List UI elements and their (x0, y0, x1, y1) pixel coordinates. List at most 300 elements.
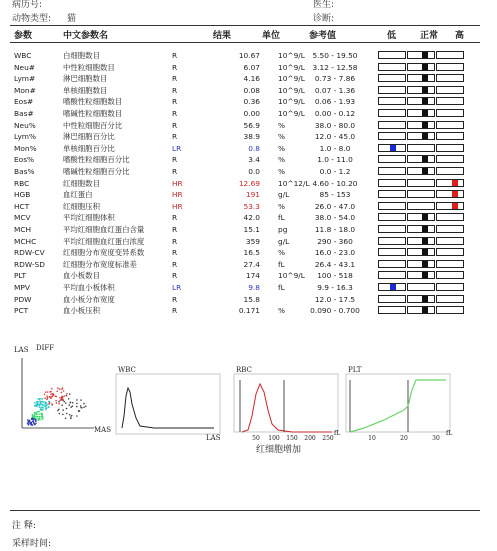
range-gauge (378, 179, 464, 187)
reference-range: 85 - 153 (319, 190, 351, 200)
param-name: 血小板压积 (63, 306, 100, 316)
flag: R (172, 62, 178, 72)
unit: fL (278, 259, 285, 269)
scatter-point (39, 404, 41, 406)
range-gauge (378, 86, 464, 94)
range-gauge (378, 213, 464, 221)
scatter-point (32, 421, 34, 423)
range-gauge (378, 306, 464, 314)
gauge-low-box (378, 155, 406, 163)
table-row (0, 143, 497, 154)
gauge-normal-box (407, 74, 435, 82)
gauge-low-box (378, 260, 406, 268)
gauge-high-box (436, 283, 464, 291)
flag: R (172, 97, 178, 107)
scatter-point (61, 392, 63, 394)
scatter-point (34, 402, 36, 404)
scatter-point (28, 424, 30, 426)
gauge-normal-box (407, 237, 435, 245)
table-row (0, 50, 497, 61)
flag: R (172, 109, 178, 118)
gauge-high-box (436, 306, 464, 314)
param-code: WBC (14, 51, 32, 60)
scatter-point (59, 397, 61, 399)
scatter-point (58, 401, 60, 403)
plt-x-unit: fL (446, 430, 453, 437)
gauge-low-box (378, 121, 406, 129)
gauge-marker (422, 87, 428, 93)
scatter-point (41, 398, 43, 400)
gauge-marker (422, 75, 428, 81)
param-name: 血小板分布宽度 (63, 294, 115, 304)
result-value: 15.1 (243, 225, 260, 234)
range-gauge (378, 155, 464, 163)
scatter-point (44, 397, 46, 399)
result-value: 16.5 (243, 248, 260, 258)
table-row (0, 294, 497, 305)
reference-range: 1.0 - 11.0 (317, 155, 353, 165)
gauge-high-box (436, 51, 464, 59)
param-code: Eos% (14, 155, 35, 165)
tick-label: 100 (268, 435, 280, 442)
result-value: 3.4 (248, 155, 260, 165)
unit: g/L (278, 236, 290, 246)
range-gauge (378, 237, 464, 245)
scatter-point (33, 418, 35, 420)
table-row (0, 236, 497, 247)
gauge-normal-box (407, 86, 435, 94)
table-row (0, 212, 497, 223)
param-name: 红细胞数目 (63, 178, 100, 188)
reference-range: 5.50 - 19.50 (312, 51, 358, 60)
gauge-marker (422, 261, 428, 267)
reference-range: 0.0 - 1.2 (319, 167, 351, 176)
scatter-point (83, 403, 85, 405)
scatter-point (40, 402, 42, 404)
gauge-high-box (436, 86, 464, 94)
unit: 10^9/L (278, 74, 305, 84)
result-value: 9.8 (248, 283, 260, 292)
gauge-low-box (378, 74, 406, 82)
reference-range: 100 - 518 (317, 271, 353, 281)
result-value: 15.8 (243, 294, 260, 304)
param-code: Eos# (14, 97, 34, 107)
scatter-point (45, 391, 47, 393)
param-name: 白细胞数目 (63, 51, 100, 60)
gauge-low-box (378, 202, 406, 210)
scatter-point (76, 399, 78, 401)
scatter-point (85, 406, 87, 408)
param-name: 平均红细胞血红蛋白含量 (63, 225, 145, 234)
flag: R (172, 51, 178, 60)
gauge-marker (452, 191, 458, 197)
gauge-low-box (378, 51, 406, 59)
gauge-low-box (378, 63, 406, 71)
param-name: 平均红细胞血红蛋白浓度 (63, 236, 145, 246)
tick-label: 150 (286, 435, 298, 442)
table-row (0, 247, 497, 258)
scatter-point (66, 395, 68, 397)
gauge-high-box (436, 179, 464, 187)
param-name: 红细胞压积 (63, 201, 100, 211)
range-gauge (378, 63, 464, 71)
gauge-high-box (436, 213, 464, 221)
scatter-point (46, 407, 48, 409)
reference-range: 12.0 - 17.5 (314, 294, 356, 304)
reference-range: 16.0 - 23.0 (314, 248, 356, 258)
unit: fL (278, 283, 285, 292)
reference-range: 12.0 - 45.0 (314, 132, 356, 142)
scatter-x-label: MAS (94, 426, 112, 434)
scatter-point (63, 390, 65, 392)
param-name: 血小板数目 (63, 271, 100, 281)
gauge-high-box (436, 167, 464, 175)
reference-range: 9.9 - 16.3 (317, 283, 353, 292)
scatter-point (66, 393, 68, 395)
scatter-point (66, 413, 68, 415)
scatter-point (38, 413, 40, 415)
table-row (0, 189, 497, 200)
table-row (0, 270, 497, 281)
gauge-low-box (378, 225, 406, 233)
gauge-high-box (436, 237, 464, 245)
scatter-point (63, 399, 65, 401)
scatter-point (62, 409, 64, 411)
flag: R (172, 259, 178, 269)
col-low: 低 (387, 31, 397, 41)
scatter-point (56, 402, 58, 404)
scatter-point (40, 409, 42, 411)
unit: % (278, 167, 286, 176)
range-gauge (378, 74, 464, 82)
scatter-point (34, 412, 36, 414)
table-row (0, 120, 497, 131)
gauge-marker (390, 284, 396, 290)
gauge-low-box (378, 167, 406, 175)
range-gauge (378, 144, 464, 152)
range-gauge (378, 283, 464, 291)
param-code: Lym# (14, 74, 36, 84)
scatter-point (30, 423, 32, 425)
result-value: 0.00 (243, 109, 260, 118)
gauge-normal-box (407, 97, 435, 105)
scatter-point (45, 401, 47, 403)
unit: pg (278, 225, 288, 234)
plt-title: PLT (348, 366, 362, 374)
param-code: HCT (14, 201, 30, 211)
flag: R (172, 213, 178, 223)
gauge-high-box (436, 225, 464, 233)
gauge-marker (422, 122, 428, 128)
flag: R (172, 236, 178, 246)
diff-scatter-chart (14, 346, 100, 436)
wbc-histogram-chart (114, 366, 224, 442)
result-value: 191 (245, 190, 260, 200)
scatter-point (80, 399, 82, 401)
flag: HR (172, 178, 183, 188)
param-name: 嗜碱性粒细胞百分比 (63, 167, 130, 176)
scatter-point (39, 419, 41, 421)
scatter-y-label: LAS (14, 346, 29, 354)
diagnosis-label: 诊断: (313, 14, 335, 24)
wbc-x-label: LAS (206, 434, 221, 442)
param-name: 平均血小板体积 (63, 283, 115, 292)
gauge-normal-box (407, 202, 435, 210)
scatter-point (34, 415, 36, 417)
scatter-point (61, 388, 63, 390)
gauge-marker (422, 226, 428, 232)
scatter-point (37, 411, 39, 413)
footer-rule (10, 510, 480, 511)
gauge-normal-box (407, 109, 435, 117)
tick-label: 250 (322, 435, 334, 442)
scatter-point (39, 398, 41, 400)
param-code: Bas# (14, 109, 34, 118)
scatter-point (32, 414, 34, 416)
flag: HR (172, 201, 183, 211)
scatter-point (72, 405, 74, 407)
flag: R (172, 306, 178, 316)
param-name: 嗜酸性粒细胞百分比 (63, 155, 130, 165)
table-row (0, 85, 497, 96)
reference-range: 0.73 - 7.86 (314, 74, 356, 84)
result-value: 38.9 (243, 132, 260, 142)
unit: fL (278, 213, 285, 223)
scatter-point (29, 420, 31, 422)
rbc-histogram-chart (232, 366, 344, 442)
scatter-point (51, 388, 53, 390)
remark-label: 注 释: (12, 521, 36, 531)
param-code: MPV (14, 283, 30, 292)
range-gauge (378, 97, 464, 105)
gauge-high-box (436, 74, 464, 82)
tick-label: 30 (432, 435, 440, 442)
param-name: 中性粒细胞百分比 (63, 120, 123, 130)
param-name: 中性粒细胞数目 (63, 62, 115, 72)
result-value: 0.171 (238, 306, 260, 316)
gauge-high-box (436, 260, 464, 268)
param-code: Neu% (14, 120, 36, 130)
range-gauge (378, 295, 464, 303)
gauge-low-box (378, 190, 406, 198)
unit: % (278, 306, 286, 316)
result-value: 10.67 (238, 51, 260, 60)
col-normal: 正常 (420, 31, 439, 41)
scatter-point (36, 404, 38, 406)
scatter-point (41, 403, 43, 405)
unit: 10^12/L (278, 178, 310, 188)
rbc-title: RBC (236, 366, 252, 374)
param-name: 淋巴细胞数目 (63, 74, 108, 84)
scatter-point (70, 416, 72, 418)
gauge-low-box (378, 109, 406, 117)
gauge-normal-box (407, 167, 435, 175)
doctor-label: 医生: (313, 0, 335, 10)
reference-range: 38.0 - 54.0 (314, 213, 356, 223)
result-value: 0.36 (243, 97, 260, 107)
table-row (0, 154, 497, 165)
scatter-point (42, 409, 44, 411)
unit: 10^9/L (278, 271, 305, 281)
param-code: PCT (14, 306, 29, 316)
reference-range: 4.60 - 10.20 (312, 178, 358, 188)
reference-range: 1.0 - 8.0 (319, 143, 351, 153)
scatter-point (64, 401, 66, 403)
scatter-point (57, 410, 59, 412)
scatter-point (70, 418, 72, 420)
param-code: Neu# (14, 62, 35, 72)
gauge-marker (422, 64, 428, 70)
scatter-point (37, 416, 39, 418)
unit: % (278, 143, 286, 153)
scatter-point (59, 388, 61, 390)
scatter-point (68, 404, 70, 406)
gauge-marker (422, 238, 428, 244)
scatter-point (76, 415, 78, 417)
range-gauge (378, 225, 464, 233)
flag: LR (172, 143, 182, 153)
range-gauge (378, 271, 464, 279)
param-code: Bas% (14, 167, 35, 176)
scatter-point (66, 408, 68, 410)
flag: R (172, 85, 178, 95)
table-row (0, 282, 497, 293)
gauge-high-box (436, 109, 464, 117)
table-row (0, 96, 497, 107)
param-name: 单核细胞数目 (63, 85, 108, 95)
scatter-point (46, 398, 48, 400)
unit: 10^9/L (278, 109, 305, 118)
scatter-point (70, 402, 72, 404)
scatter-point (59, 413, 61, 415)
param-code: Mon# (14, 85, 36, 95)
scatter-point (38, 419, 40, 421)
scatter-point (41, 416, 43, 418)
scatter-point (44, 406, 46, 408)
scatter-top-label: DIFF (36, 344, 55, 352)
unit: 10^9/L (278, 85, 305, 95)
scatter-point (37, 398, 39, 400)
scatter-point (33, 422, 35, 424)
gauge-low-box (378, 179, 406, 187)
gauge-low-box (378, 248, 406, 256)
unit: % (278, 132, 286, 142)
flag: R (172, 120, 178, 130)
table-row (0, 73, 497, 84)
reference-range: 3.12 - 12.58 (312, 62, 358, 72)
gauge-normal-box (407, 63, 435, 71)
param-code: RBC (14, 178, 30, 188)
scatter-point (81, 407, 83, 409)
range-gauge (378, 202, 464, 210)
param-name: 嗜酸性粒细胞数目 (63, 97, 123, 107)
result-value: 4.16 (243, 74, 260, 84)
scatter-point (49, 402, 51, 404)
table-row (0, 178, 497, 189)
result-value: 359 (245, 236, 260, 246)
scatter-point (39, 416, 41, 418)
flag: HR (172, 190, 183, 200)
scatter-point (51, 403, 53, 405)
scatter-point (34, 405, 36, 407)
gauge-marker (422, 98, 428, 104)
gauge-normal-box (407, 225, 435, 233)
flag: LR (172, 283, 182, 292)
range-gauge (378, 190, 464, 198)
gauge-high-box (436, 202, 464, 210)
scatter-point (28, 421, 30, 423)
gauge-normal-box (407, 155, 435, 163)
gauge-normal-box (407, 248, 435, 256)
table-row (0, 62, 497, 73)
sample-time-label: 采样时间: (12, 539, 52, 549)
scatter-point (55, 400, 57, 402)
gauge-marker (422, 249, 428, 255)
flag: R (172, 294, 178, 304)
scatter-point (41, 418, 43, 420)
gauge-high-box (436, 63, 464, 71)
column-rule (10, 42, 480, 43)
scatter-point (79, 410, 81, 412)
tick-label: 10 (368, 435, 376, 442)
reference-range: 0.090 - 0.700 (310, 306, 360, 316)
plt-histogram-panel (344, 366, 454, 442)
gauge-low-box (378, 97, 406, 105)
flag: R (172, 271, 178, 281)
scatter-point (80, 405, 82, 407)
reference-range: 38.0 - 80.0 (314, 120, 356, 130)
gauge-normal-box (407, 51, 435, 59)
gauge-marker (452, 180, 458, 186)
scatter-point (27, 422, 29, 424)
scatter-point (44, 404, 46, 406)
range-gauge (378, 260, 464, 268)
scatter-point (65, 418, 67, 420)
scatter-point (71, 415, 73, 417)
reference-range: 26.4 - 43.1 (314, 259, 356, 269)
gauge-normal-box (407, 132, 435, 140)
result-value: 0.8 (248, 143, 260, 153)
scatter-point (31, 417, 33, 419)
gauge-high-box (436, 248, 464, 256)
gauge-marker (422, 214, 428, 220)
param-code: Lym% (14, 132, 37, 142)
gauge-normal-box (407, 213, 435, 221)
param-name: 淋巴细胞百分比 (63, 132, 115, 142)
reference-range: 0.00 - 0.12 (314, 109, 356, 118)
diff-scatter-panel (14, 344, 112, 436)
gauge-high-box (436, 295, 464, 303)
table-row (0, 259, 497, 270)
flag: R (172, 225, 178, 234)
scatter-point (61, 404, 63, 406)
scatter-point (40, 408, 42, 410)
scatter-point (58, 409, 60, 411)
gauge-low-box (378, 271, 406, 279)
header-rule (10, 25, 480, 26)
scatter-point (72, 402, 74, 404)
gauge-normal-box (407, 190, 435, 198)
scatter-point (39, 400, 41, 402)
gauge-low-box (378, 306, 406, 314)
gauge-normal-box (407, 179, 435, 187)
reference-range: 11.8 - 18.0 (314, 225, 356, 234)
gauge-low-box (378, 295, 406, 303)
param-code: Mon% (14, 143, 37, 153)
param-code: RDW-CV (14, 248, 45, 258)
gauge-marker (452, 203, 458, 209)
scatter-point (44, 394, 46, 396)
